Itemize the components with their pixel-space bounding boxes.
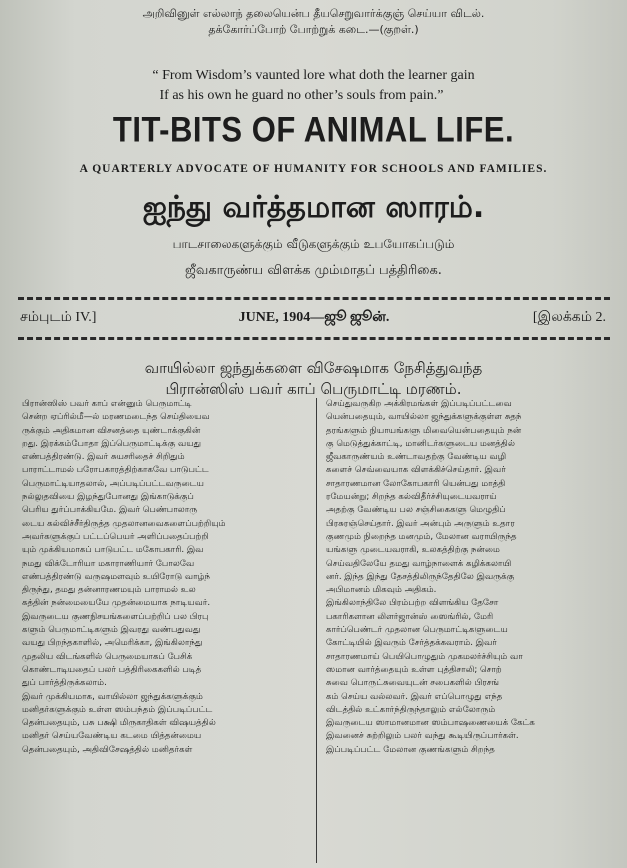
left-column (22, 398, 308, 863)
right-column (326, 398, 612, 863)
issue-line (18, 310, 610, 330)
text-line: டைய கல்விச்சீர்திருத்த முதலானவைகளைப்பற்றியும் (22, 518, 226, 529)
text-line: பிரசுரஞ்செய்தார். இவர் அன்பும் அருளும் உதார (326, 518, 515, 529)
epigraph-line-2: If as his own he guard no other’s souls from pain.” (159, 88, 444, 103)
text-line: நமது விக்டோரியா மகாராணியார் போலவே (22, 558, 195, 569)
text-line: அபிமானம் மிகவும் அதிகம். (326, 585, 437, 596)
tamil-couplet (0, 6, 627, 38)
article-title-line-1: வாயில்லா ஜந்துக்களை விசேஷமாக நேசித்துவந்த (144, 359, 483, 377)
text-line: தென்பதையும், பசு பக்ஷி மிருகாதிகள் விஷயத்தில் (22, 718, 216, 729)
text-line: பெருமாட்டியாதலால், அப்படிப்பட்டவருடைய (22, 478, 204, 489)
text-line: சாதாரணமாய் பெயிபொழுதும் முகமலர்ச்சியும் வா (326, 651, 523, 662)
epigraph (0, 66, 627, 106)
text-line: இவனைச் சுற்றிலும் பலர் வந்து கூடியிருப்பார்கள். (326, 731, 519, 742)
text-line: யென்பதையும், வாயில்லா ஜந்துக்களுக்குள்ள சுதந் (326, 412, 522, 423)
text-line: இவருடைய ஸாமானமான ஸம்பாஷணையைக் கேட்க (326, 718, 535, 729)
text-line: திருந்து, தமது தன்னாரணமயும் பாராமல் உல (22, 585, 196, 596)
text-line: எண்பத்திரண்டு வருஷமளவும் உயிரோடு வாழ்ந் (22, 571, 210, 582)
text-line: செய்வதிலேயே தமது வாழ்நாளைக் கழிக்கலாயி (326, 558, 512, 569)
issue-number: [இலக்கம் 2. (532, 310, 606, 325)
text-line: சென்ற ஏப்ரில்மீ—ல் மரணமடைந்த செய்தியைவ (22, 412, 210, 423)
text-line: கோட்டியில் இவரும் சேர்த்தக்கவராம். இவர் (326, 638, 497, 649)
text-line: வயது பிறந்தகாளில், அமெரிக்கா, இங்கிலாந்து (22, 638, 203, 649)
text-line: தரங்களும் நியாயங்களு மிவையென்பதையும் நன் (326, 425, 522, 436)
tamil-masthead-subtitle-2: ஜீவகாருண்ய விளக்க மும்மாதப் பத்திரிகை. (185, 263, 442, 278)
bottom-dashed-rule (18, 337, 610, 340)
epigraph-line-1: “ From Wisdom’s vaunted lore what doth the learner gain (152, 68, 475, 83)
issue-date: JUNE, 1904—ஜூ ஜூன். (238, 310, 390, 325)
text-line: பிரான்ஸிஸ் பவர் காப் என்னும் பெருமாட்டி (22, 399, 192, 409)
text-line: யும் முக்கியமாகப் பாடுபட்ட மகோபகாரி. இவ (22, 545, 204, 556)
text-line: இவர் முக்கியமாக, வாயில்லா ஜந்துக்களுக்கும் (22, 691, 203, 702)
text-line: சாதாரணமான லோகோபகாரி யென்பது மாத்தி (326, 478, 506, 489)
text-line: மனிதர் செய்யவேண்டிய கடமை யித்தன்மைய (22, 731, 202, 742)
article-body (22, 398, 612, 863)
text-line: கம் செய்ய வல்லவர். இவர் எப்பொழுது எந்த (326, 691, 503, 702)
text-line: ருக்கும் அதிகமான விசனத்தை யுண்டாக்குகின் (22, 425, 201, 436)
text-line: அவர்களுக்குப் பட்டப்பெயர் அளிப்பதைப்பற்றி (22, 531, 209, 542)
text-line: கத்தின் நன்மையையே முதன்மையாக நாடியவர். (22, 598, 211, 609)
column-divider (316, 398, 317, 863)
tamil-masthead-subtitle-1: பாடசாலைகளுக்கும் வீடுகளுக்கும் உபயோகப்படும் (172, 237, 455, 251)
text-line: கார்ப்பெண்டர் முதலான பெருமாட்டிகளுடைய (326, 625, 508, 636)
top-dashed-rule (18, 297, 610, 300)
text-line: பெரிய துர்ப்பாக்கியமே. இவர் பெண்பாலாரு (22, 505, 198, 516)
couplet-line-1: அறிவினுள் எல்லாந் தலையென்ப தீயசெறுவார்க்குஞ் செய்யா விடல். (142, 7, 485, 20)
text-line: குணமும் நிறைந்த மனமும், மேலான வராயிருந்த (326, 531, 517, 542)
text-line: கொண்டாடியதைப் பலர் பத்திரிகைகளில் படித் (22, 664, 202, 675)
text-line: இப்படிப்பட்ட மேலான குணங்களும் சிறந்த (326, 744, 495, 755)
text-line: நல்லுதவியை இழந்துபோனது இங்காடுக்குப் (22, 492, 194, 503)
text-line: களைச் செவ்வையாக விளக்கிச்செய்தார். இவர் (326, 465, 506, 476)
text-line: யங்களு முடையவராகி, உலகத்திற்கு நன்மை (326, 545, 500, 556)
text-line: ரமேயன்று; சிறந்த கல்விதீர்ச்சியுடையவராய் (326, 492, 497, 503)
tamil-masthead-title: ஐந்து வர்த்தமான ஸாரம். (142, 190, 485, 225)
text-line: ஜீவகாருண்யம் உண்டாவதற்கு வேண்டிய வழி (326, 452, 507, 463)
text-line: சுவை பொருட்சுவையுடன் சபைகளில் பிரசங் (326, 678, 500, 689)
masthead-title: TIT-BITS OF ANIMAL LIFE. (112, 109, 515, 150)
article-title-line-2: பிரான்ஸிஸ் பவர் காப் பெருமாட்டி மரணம். (165, 380, 462, 398)
couplet-line-2: தக்கோர்ப்போற் போற்றுக் கடை.—(குறள்.) (208, 23, 419, 36)
text-line: விடத்தில் உட்கார்ந்திருந்தாலும் எல்லோரும் (326, 704, 496, 715)
text-line: அதற்கு வேண்டிய பல சஞ்சிகைகளு மெழுதிப் (326, 505, 506, 516)
text-line: இவருடைய குணநிசயங்களைப்பற்றிப் பல பிரபு (22, 611, 209, 622)
text-line: கு மெடுத்துக்காட்டி, மானிடர்களுடைய மனத்தில் (326, 438, 515, 449)
text-line: பாராட்டாமல் பரோபகாரத்திற்காகவே பாடுபட்ட (22, 465, 209, 476)
text-line: களும் பெருமாட்டிகளும் இவரது வண்பதுவது (22, 625, 201, 636)
text-line: னர். இந்த இந்து தேசத்திலிருந்தேதிலே இவருக்கு (326, 571, 515, 582)
text-line: தென்பதையும், அதிவிசேஷத்தில் மனிதர்கள் (22, 744, 193, 755)
text-line: பகாரிகளான லிளர்ஜான்ஸ் ஸைங்ரில், மேரி (326, 611, 494, 622)
text-line: றது. இரக்கம்போதா இப்பெருமாட்டிக்கு வயது (22, 438, 202, 449)
masthead-subtitle: A QUARTERLY ADVOCATE OF HUMANITY FOR SCHOOLS AND FAMILIES. (79, 163, 548, 175)
text-line: துப் பார்த்திருக்கலாம். (22, 678, 107, 689)
text-line: மனிதர்களுக்கும் உள்ள ஸம்பந்தம் இப்படிப்பட்ட (22, 704, 213, 715)
text-line: முதலிய விடங்களில் பெருமையாகப் பேசிக் (22, 651, 193, 662)
text-line: செய்துவருகிற அக்கிரமங்கள் இப்படிப்பட்டவை (326, 399, 512, 409)
text-line: ஸமான வார்த்தையும் உள்ள புத்திசாலி; சொற் (326, 664, 502, 675)
text-line: இங்கிலாந்திலே பிரம்பற்ற விளங்கிய தேசோ (326, 598, 499, 609)
volume-label: சம்புடம் IV.] (20, 310, 97, 325)
text-line: எண்பத்திரண்டு. இவர் சுயசரிதைச் சிறிதும் (22, 452, 185, 463)
